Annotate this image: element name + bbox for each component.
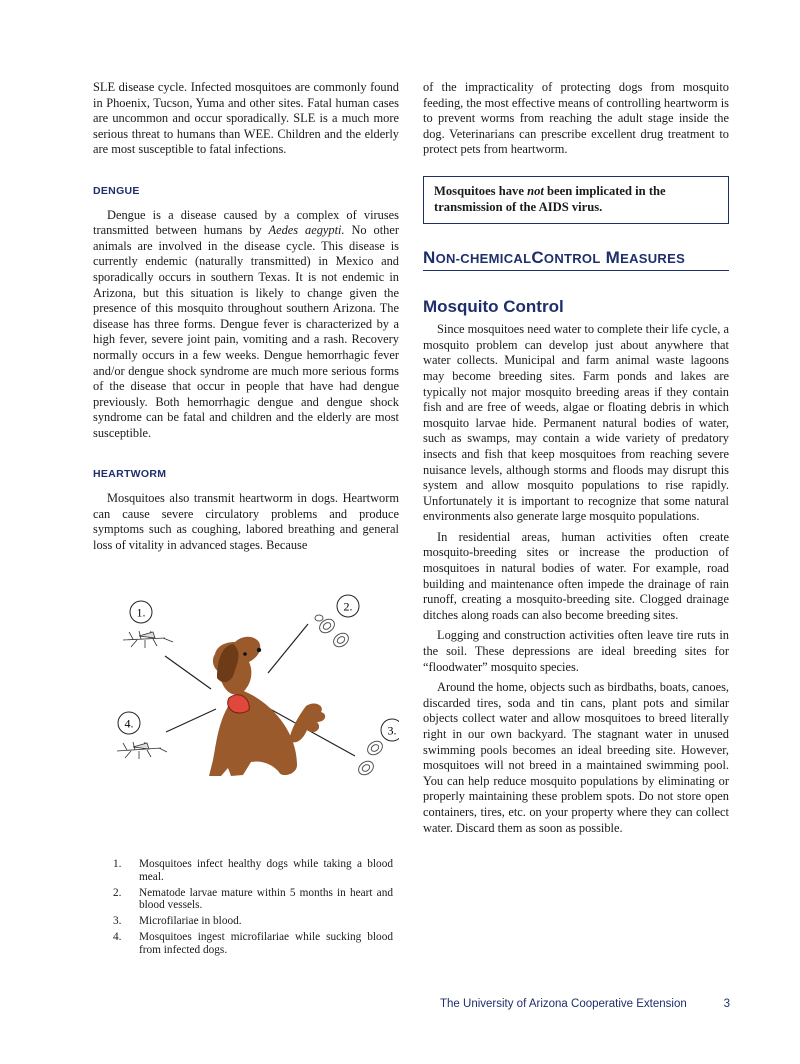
page-number: 3 <box>723 998 730 1010</box>
legend-item: 4. Mosquitoes ingest microfilariae while sucking blood from infected dogs. <box>113 931 393 956</box>
label-1-text: 1. <box>136 605 146 620</box>
heartworm-paragraph: Mosquitoes also transmit heartworm in dogs. Heartworm can cause severe circulatory problems and produce symptoms such as coughing, labored breathing and general loss of vitality in advanced stages. Because <box>93 491 399 552</box>
page-footer <box>440 998 730 1010</box>
species-name: Aedes aegypti. <box>268 223 345 238</box>
label-1 <box>130 601 152 623</box>
label-4-text: 4. <box>124 716 134 731</box>
mosquito-icon <box>123 631 173 648</box>
dengue-heading: DENGUE <box>93 184 140 197</box>
mosquito-icon <box>117 742 167 759</box>
heartworm-cycle-illustration <box>93 590 399 840</box>
publisher-name: The University of Arizona Cooperative Extension <box>440 998 687 1010</box>
legend-item: 1. Mosquitoes infect healthy dogs while taking a blood meal. <box>113 858 393 883</box>
microfilariae-icon <box>356 738 385 777</box>
legend-item: 2. Nematode larvae mature within 5 months in heart and blood vessels. <box>113 886 393 911</box>
label-4 <box>118 712 140 734</box>
mosquito-control-paragraph: Around the home, objects such as birdbaths, boats, canoes, discarded tires, soda and tin cans, plant pots and similar objects collect water and allow mosquitoes to breed literally right in our own backyard. The stagnant water in unused swimming pools becomes an ideal breeding site. However, mosquitoes will not breed in a maintained swimming pool. You can help reduce mosquito populations by eliminating or properly maintaining these problem spots. Do not store open containers, tires, etc. on your property where they can collect water. Discard them as soon as possible. <box>423 680 729 835</box>
label-2-text: 2. <box>343 599 353 614</box>
aids-callout-box: Mosquitoes have not been implicated in the transmission of the AIDS virus. <box>423 176 729 224</box>
label-3 <box>381 719 399 741</box>
nematode-larvae-icon <box>315 615 351 650</box>
mosquito-control-paragraph: Since mosquitoes need water to complete their life cycle, a mosquito problem can develop just about anywhere that water collects. Municipal and farm animal waste lagoons may become breeding sites. Farm ponds and lakes are typically not major mosquito breeding areas if they contain fish and are free of weeds, algae or floating debris in which mosquito larvae hide. Permanent natural bodies of water, such as swamps, may contain a wide variety of predatory insects and fish that keep mosquitoes from reaching severe nuisance levels, although storms and floods may disrupt this system and allow mosquito populations to rise rapidly. Unfortunately it is important to recognize that some natural environments also generate large mosquito populations. <box>423 322 729 524</box>
mosquito-control-paragraph: Logging and construction activities often leave tire ruts in the soil. These depressions are ideal breeding sites for “floodwater” mosquito species. <box>423 628 729 674</box>
heartworm-heading: HEARTWORM <box>93 468 167 481</box>
right-column <box>423 80 729 836</box>
heartworm-continued-paragraph: of the impracticality of protecting dogs from mosquito feeding, the most effective means of controlling heartworm is to prevent worms from reaching the adult stage inside the dog. Veterinarians can prescribe excellent drug treatment to protect pets from heartworm. <box>423 80 729 157</box>
left-column <box>93 80 399 553</box>
illustration-legend <box>113 858 393 960</box>
mosquito-control-paragraph: In residential areas, human activities often create mosquito-breeding sites or increase the production of mosquitoes in natural bodies of water. For example, road building and maintenance often impede the drainage of rain runoff, creating a mosquito-breeding site. Clogged drainage ditches along roads can also become breeding sites. <box>423 529 729 622</box>
label-3-text: 3. <box>387 723 397 738</box>
dengue-paragraph: Dengue is a disease caused by a complex of viruses transmitted between humans by Aedes aegypti. No other animals are involved in the disease cycle. This disease is currently endemic (naturally transmitted) in Mexico and sporadically occurs in southern Texas. It is not endemic in Arizona, but this situation is likely to change given the presence of this mosquito throughout southern Arizona. The disease has three forms. Dengue fever is characterized by a high fever, severe joint pain, vomiting and a rash. Recovery normally occurs in a few weeks. Dengue hemorrhagic fever and/or dengue shock syndrome are much more serious forms of the disease that occur in people that have had dengue previously. Both hemorrhagic dengue and dengue shock syndrome can be fatal and children and the elderly are most susceptible. <box>93 207 399 440</box>
legend-item: 3. Microfilariae in blood. <box>113 915 242 927</box>
mosquito-control-heading: Mosquito Control <box>423 296 564 316</box>
label-2 <box>337 595 359 617</box>
section-heading: NON-CHEMICALCONTROL MEASURES <box>423 250 729 271</box>
intro-paragraph: SLE disease cycle. Infected mosquitoes are commonly found in Phoenix, Tucson, Yuma and other sites. Fatal human cases are uncommon and occur sporadically. SLE is a much more serious threat to humans than WEE. Children and the elderly are most susceptible to fatal infections. <box>93 80 399 157</box>
dog-illustration <box>209 637 325 776</box>
